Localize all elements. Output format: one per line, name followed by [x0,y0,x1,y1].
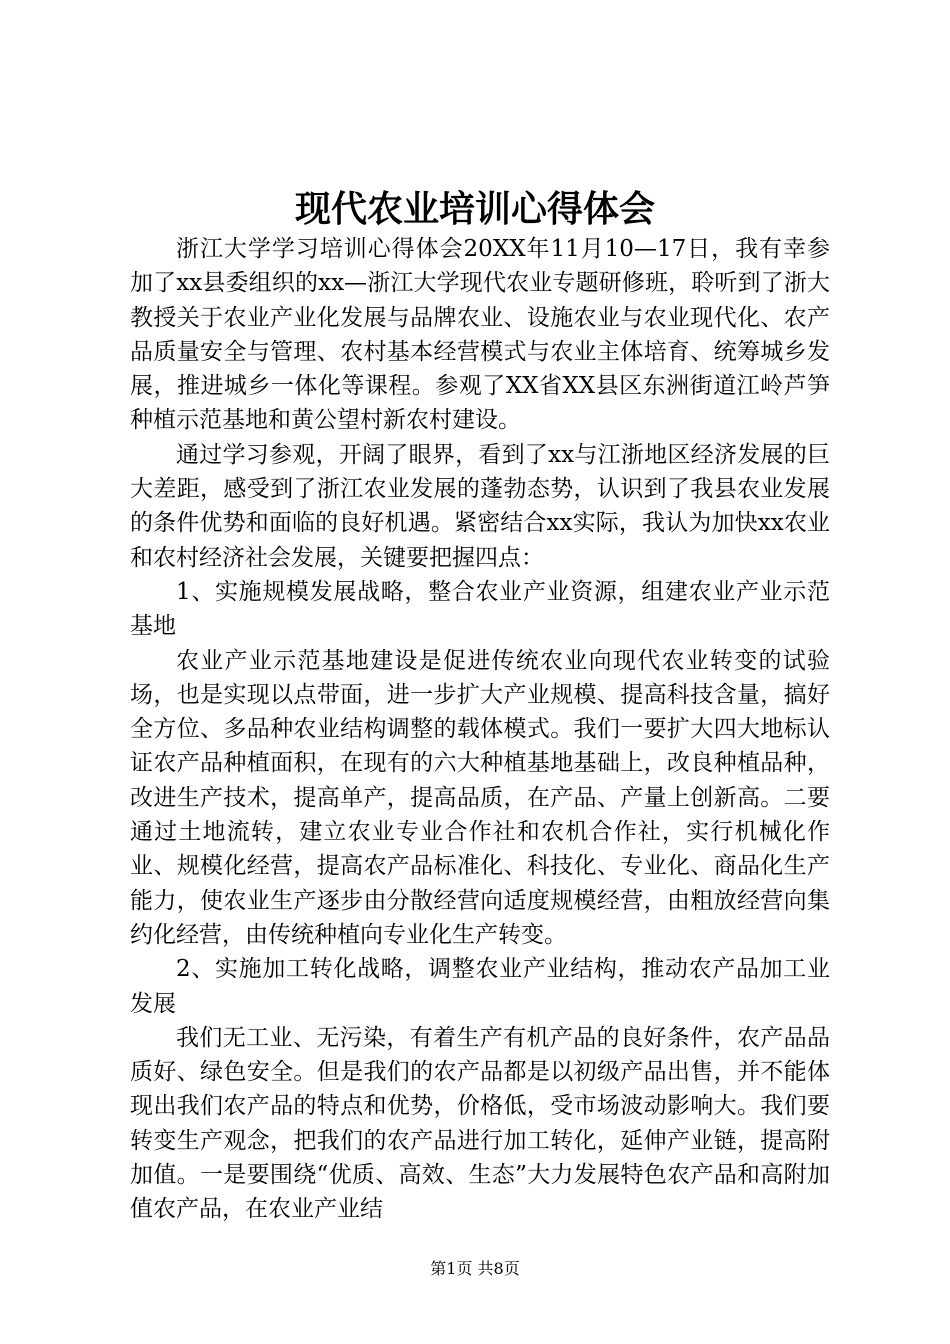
section-heading-1: 1、实施规模发展战略，整合农业产业资源，组建农业产业示范基地 [130,578,830,640]
page-number-footer: 第1页 共8页 [430,1259,520,1278]
paragraph-section-2: 我们无工业、无污染，有着生产有机产品的良好条件，农产品品质好、绿色安全。但是我们的农产品都是以初级产品出售，并不能体现出我们农产品的特点和优势，价格低，受市场波动影响大。我们要转变生产观念，把我们的农产品进行加工转化，延伸产业链，提高附加值。一是要围绕“优质、高效、生态”大力发展特色农产品和高附加值农产品，在农业产业结 [130,1024,830,1223]
paragraph-observations: 通过学习参观，开阔了眼界，看到了xx与江浙地区经济发展的巨大差距，感受到了浙江农业发展的蓬勃态势，认识到了我县农业发展的条件优势和面临的良好机遇。紧密结合xx实际，我认为加快xx农业和农村经济社会发展，关键要把握四点： [130,441,830,571]
document-body [130,232,830,1227]
paragraph-section-1: 农业产业示范基地建设是促进传统农业向现代农业转变的试验场，也是实现以点带面，进一步扩大产业规模、提高科技含量，搞好全方位、多品种农业结构调整的载体模式。我们一要扩大四大地标认证农产品种植面积，在现有的六大种植基地基础上，改良种植品种，改进生产技术，提高单产，提高品质，在产品、产量上创新高。二要通过土地流转，建立农业专业合作社和农机合作社，实行机械化作业、规模化经营，提高农产品标准化、科技化、专业化、商品化生产能力，使农业生产逐步由分散经营向适度规模经营，由粗放经营向集约化经营，由传统种植向专业化生产转变。 [130,647,830,948]
paragraph-intro: 浙江大学学习培训心得体会20XX年11月10—17日，我有幸参加了xx县委组织的xx—浙江大学现代农业专题研修班，聆听到了浙大教授关于农业产业化发展与品牌农业、设施农业与农业现代化、农产品质量安全与管理、农村基本经营模式与农业主体培育、统筹城乡发展，推进城乡一体化等课程。参观了XX省XX县区东洲街道江岭芦笋种植示范基地和黄公望村新农村建设。 [130,236,830,434]
section-heading-2: 2、实施加工转化战略，调整农业产业结构，推动农产品加工业发展 [130,956,830,1017]
document-title: 现代农业培训心得体会 [294,188,655,230]
